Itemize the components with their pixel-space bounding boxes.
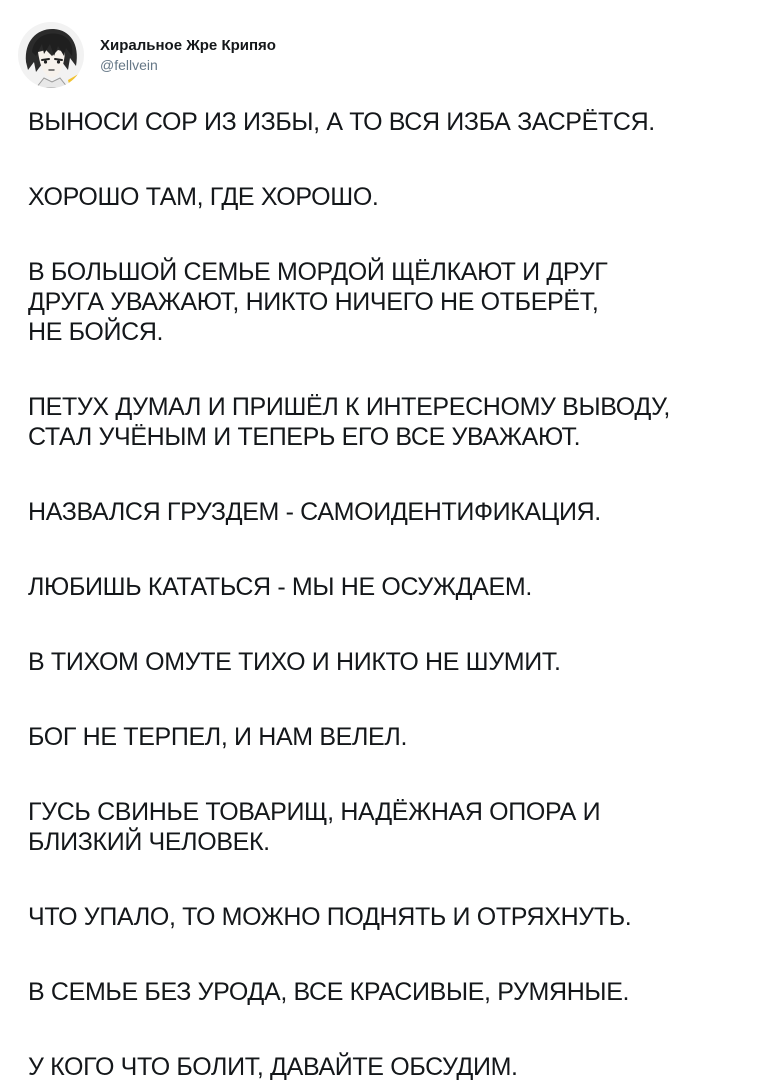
tweet-paragraph: В СЕМЬЕ БЕЗ УРОДА, ВСЕ КРАСИВЫЕ, РУМЯНЫЕ. [28, 978, 630, 1006]
tweet-header [18, 22, 276, 88]
tweet-text [28, 107, 768, 1082]
author-names [100, 36, 276, 74]
anime-character-avatar-icon [18, 22, 84, 88]
tweet-paragraph: ВЫНОСИ СОР ИЗ ИЗБЫ, А ТО ВСЯ ИЗБА ЗАСРЁТСЯ. [28, 108, 655, 136]
avatar[interactable] [18, 22, 84, 88]
tweet-paragraph: БОГ НЕ ТЕРПЕЛ, И НАМ ВЕЛЕЛ. [28, 723, 408, 751]
author-handle[interactable]: @fellvein [100, 57, 158, 73]
tweet-paragraph: ЛЮБИШЬ КАТАТЬСЯ - МЫ НЕ ОСУЖДАЕМ. [28, 573, 532, 601]
tweet-paragraph: ГУСЬ СВИНЬЕ ТОВАРИЩ, НАДЁЖНАЯ ОПОРА И БЛИЗКИЙ ЧЕЛОВЕК. [28, 798, 601, 856]
tweet-paragraph: В ТИХОМ ОМУТЕ ТИХО И НИКТО НЕ ШУМИТ. [28, 648, 561, 676]
tweet-paragraph: В БОЛЬШОЙ СЕМЬЕ МОРДОЙ ЩЁЛКАЮТ И ДРУГ ДРУГА УВАЖАЮТ, НИКТО НИЧЕГО НЕ ОТБЕРЁТ, НЕ БОЙСЯ. [28, 258, 608, 346]
tweet-paragraph: ЧТО УПАЛО, ТО МОЖНО ПОДНЯТЬ И ОТРЯХНУТЬ. [28, 903, 632, 931]
tweet-paragraph: НАЗВАЛСЯ ГРУЗДЕМ - САМОИДЕНТИФИКАЦИЯ. [28, 498, 601, 526]
tweet-paragraph: ПЕТУХ ДУМАЛ И ПРИШЁЛ К ИНТЕРЕСНОМУ ВЫВОДУ, СТАЛ УЧЁНЫМ И ТЕПЕРЬ ЕГО ВСЕ УВАЖАЮТ. [28, 393, 670, 451]
tweet-paragraph: ХОРОШО ТАМ, ГДЕ ХОРОШО. [28, 183, 379, 211]
tweet-paragraph: У КОГО ЧТО БОЛИТ, ДАВАЙТЕ ОБСУДИМ. [28, 1053, 518, 1081]
author-display-name[interactable]: Хиральное Жре Крипяо [100, 37, 276, 54]
